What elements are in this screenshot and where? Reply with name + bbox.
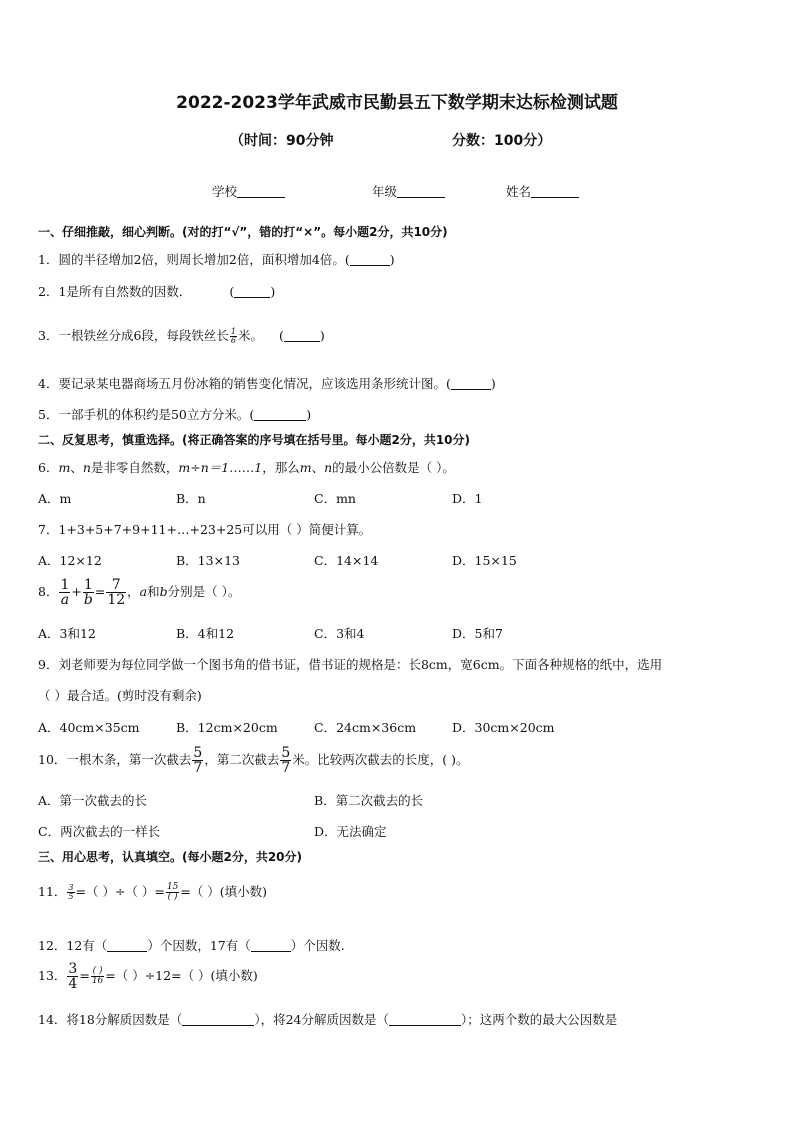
fraction-one-sixth: $\frac{1}{6}$ (230, 327, 237, 345)
answer-blank-14b[interactable] (389, 1013, 461, 1027)
grade-blank[interactable] (397, 185, 445, 199)
fraction-5-over-7-b: $\frac{5}{7}$ (281, 745, 291, 776)
question-1: 1．圆的半径增加2倍，则周长增加2倍，面积增加4倍。( ) (38, 252, 395, 267)
option-7c[interactable]: C．14×14 (314, 553, 379, 568)
answer-blank-2[interactable] (234, 285, 270, 299)
option-6b[interactable]: B．n (176, 491, 206, 506)
answer-blank-14a[interactable] (182, 1013, 254, 1027)
option-10a[interactable]: A．第一次截去的长 (38, 793, 148, 808)
answer-blank-12a[interactable] (107, 939, 147, 953)
section-1-heading: 一、仔细推敲，细心判断。(对的打“√”，错的打“×”。每小题2分，共10分) (38, 225, 448, 239)
exam-time: （时间：90分钟 (230, 133, 334, 149)
question-13: 13． $\frac{3}{4}$ = $\frac{( )}{16}$ =（ ）÷12=（ ）(填小数) (38, 961, 258, 992)
name-label: 姓名 (506, 184, 532, 199)
question-5: 5．一部手机的体积约是50立方分米。( ) (38, 407, 312, 422)
fraction-7-over-12: $\frac{7}{12}$ (107, 577, 126, 608)
option-8c[interactable]: C．3和4 (314, 626, 365, 641)
question-11: 11． $\frac{3}{5}$ =（ ）÷（ ）= $\frac{15}{( )}$ =（ ）(填小数) (38, 882, 268, 902)
fraction-1-over-b: $\frac{1}{b}$ (83, 577, 93, 608)
option-7b[interactable]: B．13×13 (176, 553, 240, 568)
name-field[interactable] (506, 182, 579, 200)
fraction-blank-over-16: $\frac{( )}{16}$ (91, 966, 104, 986)
school-field[interactable] (212, 182, 285, 200)
school-blank[interactable] (237, 185, 285, 199)
option-10c[interactable]: C．两次截去的一样长 (38, 824, 161, 839)
fraction-3-over-5: $\frac{3}{5}$ (68, 883, 74, 901)
question-7: 7．1+3+5+7+9+11+…+23+25可以用（ ）简便计算。 (38, 522, 372, 537)
question-2: 2．1是所有自然数的因数． ( ) (38, 284, 276, 299)
option-6a[interactable]: A．m (38, 491, 72, 506)
option-6c[interactable]: C．mn (314, 491, 356, 506)
question-12: 12．12有（ ）个因数，17有（ ）个因数. (38, 938, 345, 953)
answer-blank-3[interactable] (284, 329, 320, 343)
question-9-line-2: （ ）最合适。(剪时没有剩余) (38, 688, 202, 703)
grade-label: 年级 (372, 184, 398, 199)
question-3: 3．一根铁丝分成6段，每段铁丝长 $\frac{1}{6}$ 米。 ( ) (38, 327, 325, 345)
option-8d[interactable]: D．5和7 (452, 626, 503, 641)
question-14: 14．将18分解质因数是（ ），将24分解质因数是（ ）；这两个数的最大公因数是 (38, 1012, 618, 1027)
option-9a[interactable]: A．40cm×35cm (38, 720, 140, 735)
question-4: 4．要记录某电器商场五月份冰箱的销售变化情况，应该选用条形统计图。( ) (38, 376, 496, 391)
option-8a[interactable]: A．3和12 (38, 626, 96, 641)
question-9-line-1: 9．刘老师要为每位同学做一个图书角的借书证，借书证的规格是：长8cm，宽6cm。下面各种规格的纸中，选用 (38, 657, 663, 672)
answer-blank-12b[interactable] (251, 939, 291, 953)
option-8b[interactable]: B．4和12 (176, 626, 235, 641)
fraction-5-over-7-a: $\frac{5}{7}$ (193, 745, 203, 776)
question-6: 6．m、n是非零自然数，m÷n＝1……1，那么m、n的最小公倍数是（ ）。 (38, 460, 455, 475)
option-9c[interactable]: C．24cm×36cm (314, 720, 417, 735)
option-7a[interactable]: A．12×12 (38, 553, 102, 568)
section-2-heading: 二、反复思考，慎重选择。(将正确答案的序号填在括号里。每小题2分，共10分) (38, 433, 471, 447)
exam-score: 分数：100分） (452, 133, 552, 149)
school-label: 学校 (212, 184, 238, 199)
option-7d[interactable]: D．15×15 (452, 553, 517, 568)
fraction-1-over-a: $\frac{1}{a}$ (60, 577, 70, 608)
grade-field[interactable] (372, 182, 445, 200)
section-3-heading: 三、用心思考，认真填空。(每小题2分，共20分) (38, 850, 303, 864)
fraction-15-over-blank: $\frac{15}{( )}$ (166, 882, 179, 902)
fraction-3-over-4: $\frac{3}{4}$ (68, 961, 78, 992)
name-blank[interactable] (531, 185, 579, 199)
option-9b[interactable]: B．12cm×20cm (176, 720, 278, 735)
option-6d[interactable]: D．1 (452, 491, 483, 506)
answer-blank-1[interactable] (350, 253, 390, 267)
option-10b[interactable]: B．第二次截去的长 (314, 793, 424, 808)
question-10: 10．一根木条，第一次截去 $\frac{5}{7}$ ，第二次截去 $\frac{5}{7}$ 米。比较两次截去的长度，( )。 (38, 745, 469, 776)
question-8: 8． $\frac{1}{a}$ + $\frac{1}{b}$ = $\frac{7}{12}$ ，a和b分别是（ ）。 (38, 577, 241, 608)
option-10d[interactable]: D．无法确定 (314, 824, 387, 839)
answer-blank-5[interactable] (254, 408, 306, 422)
answer-blank-4[interactable] (451, 377, 491, 391)
page-title: 2022-2023学年武威市民勤县五下数学期末达标检测试题 (176, 93, 618, 113)
option-9d[interactable]: D．30cm×20cm (452, 720, 555, 735)
